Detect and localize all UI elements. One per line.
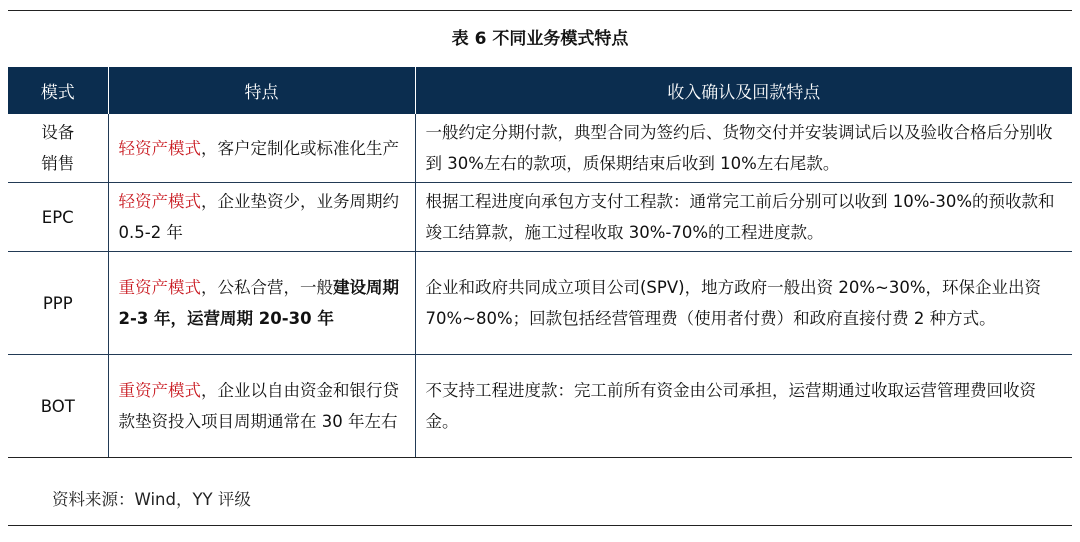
- top-rule: [8, 10, 1072, 11]
- asset-type-label: 重资产模式: [118, 278, 201, 297]
- features-text: ，企业垫资少，业务周期约 0.5-2 年: [118, 192, 399, 242]
- mode-cell: [8, 183, 108, 252]
- asset-type-label: 轻资产模式: [118, 138, 201, 158]
- table-row: [8, 183, 1072, 252]
- features-cell: [108, 114, 415, 183]
- table-caption: 表 6 不同业务模式特点: [451, 29, 629, 49]
- features-cell: [108, 355, 415, 458]
- income-cell: 企业和政府共同成立项目公司(SPV)，地方政府一般出资 20%~30%，环保企业出资 70%~80%；回款包括经营管理费（使用者付费）和政府直接付费 2 种方式。: [415, 252, 1072, 355]
- table-row: [8, 114, 1072, 183]
- income-cell: 一般约定分期付款，典型合同为签约后、货物交付并安装调试后以及验收合格后分别收到 30%左右的款项，质保期结束后收到 10%左右尾款。: [415, 114, 1072, 183]
- bottom-rule: [8, 525, 1072, 526]
- mode-label: BOT: [40, 396, 75, 416]
- header-mode: 模式: [8, 67, 108, 114]
- mode-label: PPP: [42, 293, 73, 313]
- table-row: [8, 355, 1072, 458]
- asset-type-label: 轻资产模式: [118, 192, 201, 211]
- features-bold-text: 建设周期 2-3 年，运营周期 20-30 年: [118, 278, 399, 328]
- features-text: ，公私合营，一般: [201, 278, 333, 297]
- features-cell: [108, 252, 415, 355]
- features-cell: [108, 183, 415, 252]
- income-cell: 不支持工程进度款：完工前所有资金由公司承担，运营期通过收取运营管理费回收资金。: [415, 355, 1072, 458]
- table-row: [8, 252, 1072, 355]
- mode-label: 设备销售: [41, 123, 75, 173]
- mode-cell: [8, 114, 108, 183]
- mode-cell: [8, 252, 108, 355]
- mode-cell: [8, 355, 108, 458]
- business-model-table: [8, 67, 1072, 458]
- features-text: ，客户定制化或标准化生产: [201, 138, 399, 158]
- asset-type-label: 重资产模式: [118, 381, 201, 400]
- mode-label: EPC: [41, 207, 74, 227]
- source-note: 资料来源：Wind，YY 评级: [52, 490, 251, 509]
- features-text: ，企业以自由资金和银行贷款垫资投入项目周期通常在 30 年左右: [118, 381, 399, 431]
- income-cell: 根据工程进度向承包方支付工程款：通常完工前后分别可以收到 10%-30%的预收款和竣工结算款，施工过程收取 30%-70%的工程进度款。: [415, 183, 1072, 252]
- header-income: 收入确认及回款特点: [415, 67, 1072, 114]
- header-row: [8, 67, 1072, 114]
- header-features: 特点: [108, 67, 415, 114]
